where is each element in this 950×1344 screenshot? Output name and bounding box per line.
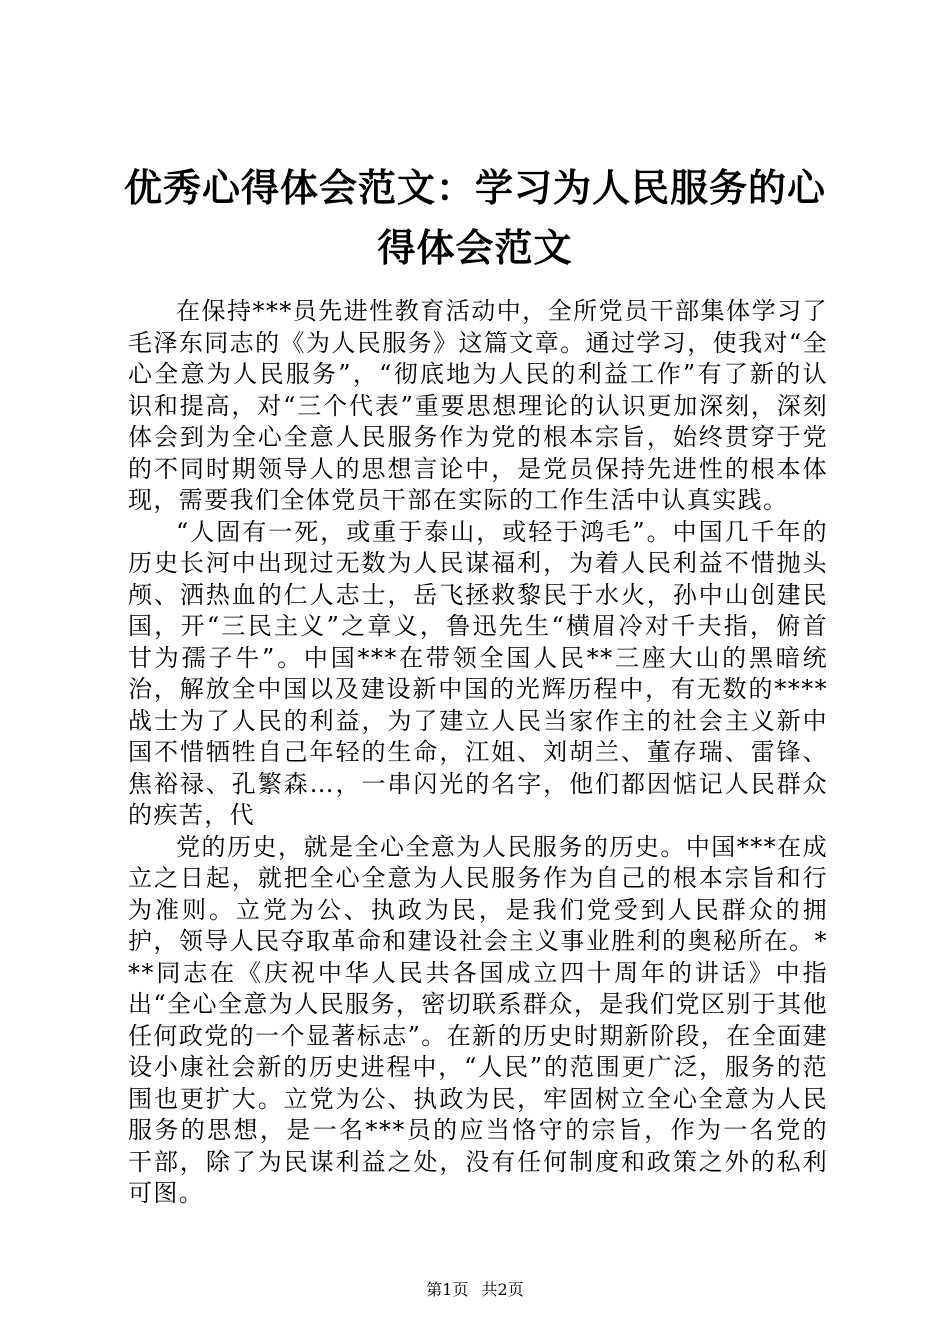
paragraph-3: 党的历史，就是全心全意为人民服务的历史。中国***在成立之日起，就把全心全意为人民服务作为自己的根本宗旨和行为准则。立党为公、执政为民，是我们党受到人民群众的拥护，领导人民夺取革命和建设社会主义事业胜利的奥秘所在。***同志在《庆祝中华人民共各国成立四十周年的讲话》中指出“全心全意为人民服务，密切联系群众，是我们党区别于其他任何政党的一个显著标志”。在新的历史时期新阶段，在全面建设小康社会新的历史进程中，“人民”的范围更广泛，服务的范围也更扩大。立党为公、执政为民，牢固树立全心全意为人民服务的思想，是一名***员的应当恪守的宗旨，作为一名党的干部，除了为民谋利益之处，没有任何制度和政策之外的私利可图。 <box>128 832 828 1207</box>
document-body <box>128 296 828 1210</box>
paragraph-2: “人固有一死，或重于泰山，或轻于鸿毛”。中国几千年的历史长河中出现过无数为人民谋福利，为着人民利益不惜抛头颅、洒热血的仁人志士，岳飞拯救黎民于水火，孙中山创建民国，开“三民主义”之章义，鲁迅先生“横眉冷对千夫指，俯首甘为孺子牛”。中国***在带领全国人民**三座大山的黑暗统治，解放全中国以及建设新中国的光辉历程中，有无数的****战士为了人民的利益，为了建立人民当家作主的社会主义新中国不惜牺牲自己年轻的生命，江姐、刘胡兰、董存瑞、雷锋、焦裕禄、孔繁森…，一串闪光的名字，他们都因惦记人民群众的疾苦，代 <box>128 517 828 829</box>
page-total: 共2页 <box>481 1280 524 1299</box>
page-footer <box>0 1279 950 1301</box>
paragraph-1: 在保持***员先进性教育活动中，全所党员干部集体学习了毛泽东同志的《为人民服务》这篇文章。通过学习，使我对“全心全意为人民服务”，“彻底地为人民的利益工作”有了新的认识和提高，对“三个代表”重要思想理论的认识更加深刻，深刻体会到为全心全意人民服务作为党的根本宗旨，始终贯穿于党的不同时期领导人的思想言论中，是党员保持先进性的根本体现，需要我们全体党员干部在实际的工作生活中认真实践。 <box>128 297 828 514</box>
page-number: 第1页 <box>426 1280 469 1299</box>
document-title: 优秀心得体会范文：学习为人民服务的心得体会范文 <box>123 165 826 270</box>
